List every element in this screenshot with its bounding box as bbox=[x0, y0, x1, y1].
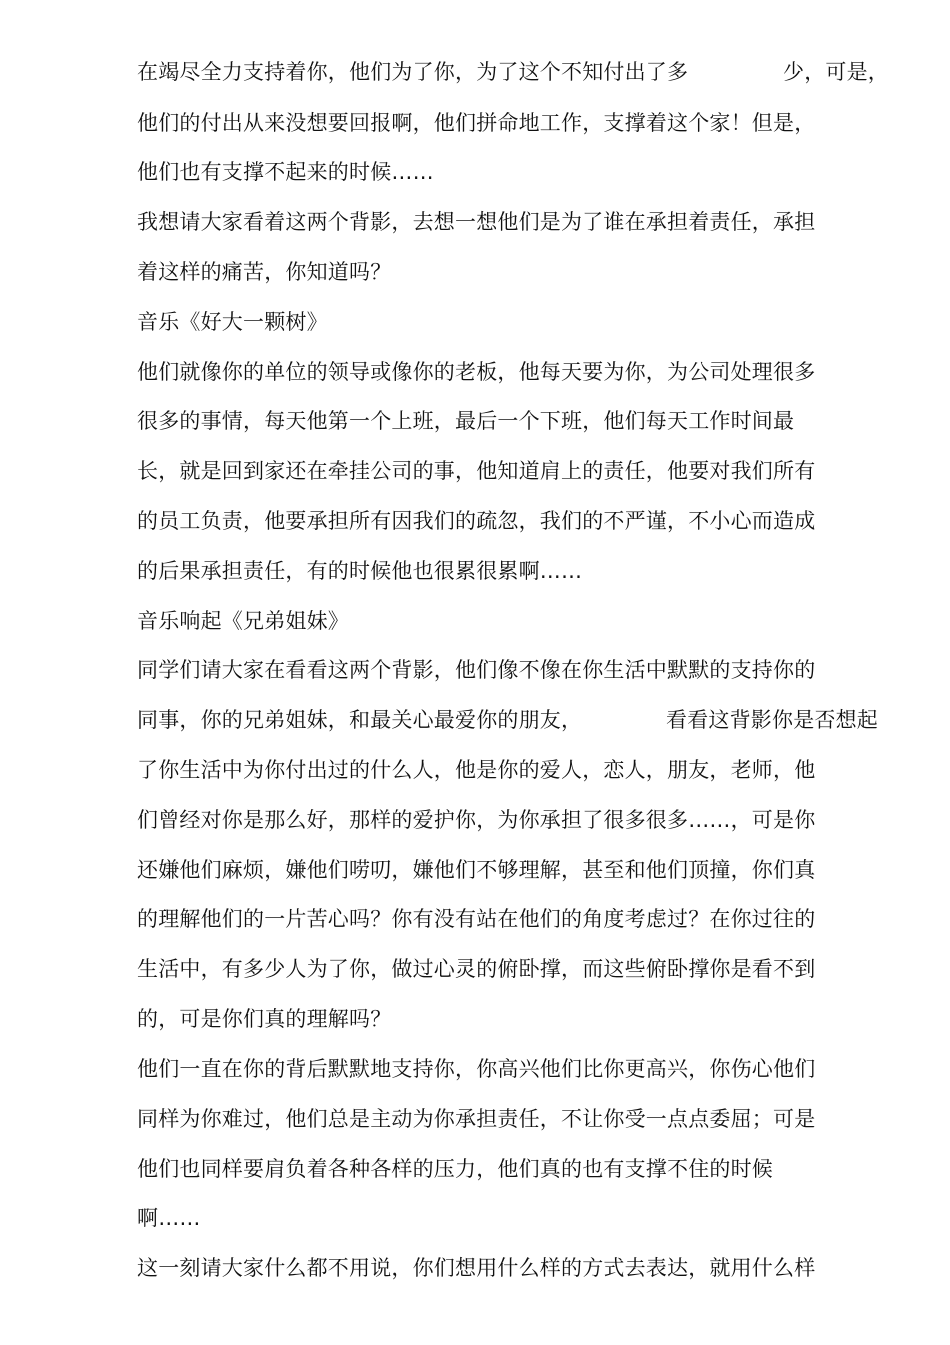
text-line-12: 音乐响起《兄弟姐妹》 bbox=[137, 609, 349, 633]
text-line-22: 同样为你难过，他们总是主动为你承担责任，不让你受一点点委屈；可是 bbox=[137, 1107, 816, 1131]
text-line-14a: 同事，你的兄弟姐妹，和最关心最爱你的朋友， bbox=[137, 708, 583, 732]
text-line-4: 我想请大家看着这两个背影，去想一想他们是为了谁在承担着责任，承担 bbox=[137, 210, 816, 234]
text-line-15: 了你生活中为你付出过的什么人，他是你的爱人，恋人，朋友，老师，他 bbox=[137, 758, 816, 782]
text-line-17: 还嫌他们麻烦，嫌他们唠叨，嫌他们不够理解，甚至和他们顶撞，你们真 bbox=[137, 858, 816, 882]
text-line-8: 很多的事情，每天他第一个上班，最后一个下班，他们每天工作时间最 bbox=[137, 409, 795, 433]
text-line-16: 们曾经对你是那么好，那样的爱护你，为你承担了很多很多……，可是你 bbox=[137, 808, 816, 832]
text-line-13: 同学们请大家在看看这两个背影，他们像不像在你生活中默默的支持你的 bbox=[137, 658, 816, 682]
text-line-6: 音乐《好大一颗树》 bbox=[137, 310, 328, 334]
text-line-1a: 在竭尽全力支持着你，他们为了你，为了这个不知付出了多 bbox=[137, 60, 689, 84]
text-line-20: 的，可是你们真的理解吗？ bbox=[137, 1007, 392, 1031]
text-line-18: 的理解他们的一片苦心吗？你有没有站在他们的角度考虑过？在你过往的 bbox=[137, 907, 816, 931]
text-line-21: 他们一直在你的背后默默地支持你，你高兴他们比你更高兴，你伤心他们 bbox=[137, 1057, 816, 1081]
text-line-14b: 看看这背影你是否想起 bbox=[666, 708, 878, 732]
text-line-23: 他们也同样要肩负着各种各样的压力，他们真的也有支撑不住的时候 bbox=[137, 1157, 773, 1181]
text-line-24: 啊…… bbox=[137, 1206, 201, 1230]
text-line-25: 这一刻请大家什么都不用说，你们想用什么样的方式去表达，就用什么样 bbox=[137, 1256, 816, 1280]
text-line-10: 的员工负责，他要承担所有因我们的疏忽，我们的不严谨，不小心而造成 bbox=[137, 509, 816, 533]
text-line-5: 着这样的痛苦，你知道吗？ bbox=[137, 260, 392, 284]
text-line-2: 他们的付出从来没想要回报啊，他们拼命地工作，支撑着这个家！但是， bbox=[137, 111, 816, 135]
text-line-11: 的后果承担责任，有的时候他也很累很累啊…… bbox=[137, 559, 583, 583]
text-line-19: 生活中，有多少人为了你，做过心灵的俯卧撑，而这些俯卧撑你是看不到 bbox=[137, 957, 816, 981]
text-line-1b: 少，可是， bbox=[783, 60, 889, 84]
text-line-3: 他们也有支撑不起来的时候…… bbox=[137, 160, 434, 184]
text-line-7: 他们就像你的单位的领导或像你的老板，他每天要为你，为公司处理很多 bbox=[137, 360, 816, 384]
text-line-9: 长，就是回到家还在牵挂公司的事，他知道肩上的责任，他要对我们所有 bbox=[137, 459, 816, 483]
